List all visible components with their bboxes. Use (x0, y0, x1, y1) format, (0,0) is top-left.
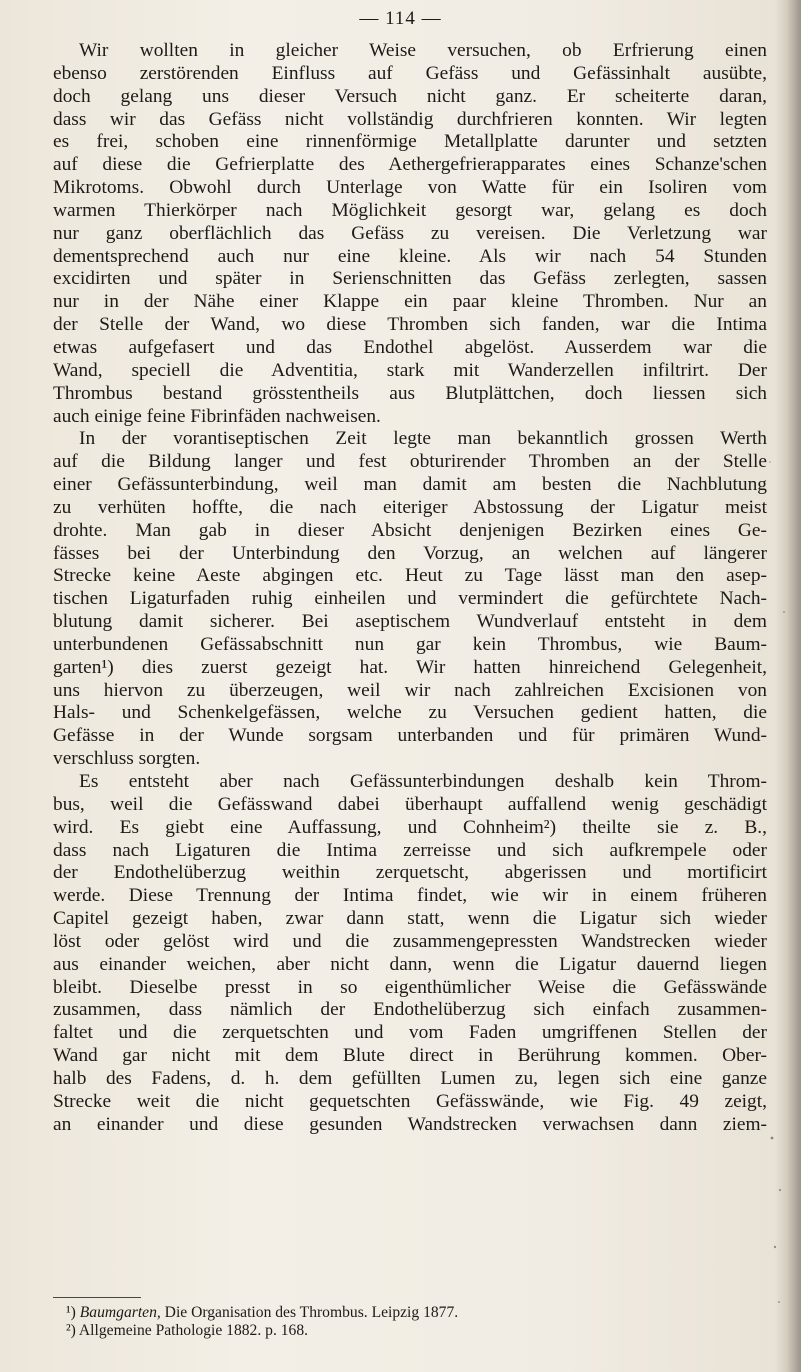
text-line: halb des Fadens, d. h. dem gefüllten Lumen zu, legen sich eine ganze (53, 1067, 767, 1089)
text-line: drohte. Man gab in dieser Absicht denjenigen Bezirken eines Ge- (53, 519, 767, 541)
text-line: aus einander weichen, aber nicht dann, wenn die Ligatur dauernd liegen (53, 953, 767, 975)
text-line: Es entsteht aber nach Gefässunterbindungen deshalb kein Throm- (79, 771, 767, 792)
text-line: unterbundenen Gefässabschnitt nun gar kein Thrombus, wie Baum- (53, 633, 767, 655)
text-line: nur in der Nähe einer Klappe ein paar kleine Thromben. Nur an (53, 291, 767, 313)
text-line: excidirten und später in Serienschnitten das Gefäss zerlegten, sassen (53, 268, 767, 290)
text-line: wird. Es giebt eine Auffassung, und Cohnheim²) theilte sie z. B., (53, 816, 767, 838)
text-line: etwas aufgefasert und das Endothel abgelöst. Ausserdem war die (53, 336, 767, 358)
text-line: Wir wollten in gleicher Weise versuchen, ob Erfrierung einen (79, 40, 767, 61)
text-line: uns hiervon zu überzeugen, weil wir nach zahlreichen Excisionen von (53, 679, 767, 701)
footnote-text: Die Organisation des Thrombus. Leipzig 1877. (160, 1304, 459, 1321)
text-line: Wand, speciell die Adventitia, stark mit Wanderzellen infiltrirt. Der (53, 359, 767, 381)
body-text (53, 40, 767, 1137)
footnote-text: Allgemeine Pathologie 1882. p. 168. (78, 1322, 309, 1339)
text-line: bus, weil die Gefässwand dabei überhaupt auffallend wenig geschädigt (53, 793, 767, 815)
text-line: blutung damit sicherer. Bei aseptischem Wundverlauf entsteht in dem (53, 611, 767, 633)
text-line: bleibt. Dieselbe presst in so eigenthümlicher Weise die Gefässwände (53, 976, 767, 998)
text-line: tischen Ligaturfaden ruhig einheilen und vermindert die gefürchtete Nach- (53, 588, 767, 610)
text-line: fässes bei der Unterbindung den Vorzug, an welchen auf längerer (53, 542, 767, 564)
text-line: verschluss sorgten. (53, 748, 201, 770)
page-number: — 114 — (359, 8, 442, 29)
text-line: Gefässe in der Wunde sorgsam unterbanden und für primären Wund- (53, 725, 767, 747)
text-line: In der vorantiseptischen Zeit legte man bekanntlich grossen Werth (79, 428, 767, 450)
text-line: werde. Diese Trennung der Intima findet, wie wir in einem früheren (53, 885, 767, 907)
footnote-author: Baumgarten, (79, 1304, 161, 1321)
footnote-marker: ¹) (66, 1304, 76, 1321)
footnote-separator (53, 1297, 141, 1298)
text-line: auf die Bildung langer und fest obturirender Thromben an der Stelle (53, 451, 767, 473)
text-line: löst oder gelöst wird und die zusammengepressten Wandstrecken wieder (53, 930, 767, 952)
text-line: Thrombus bestand grösstentheils aus Blutplättchen, doch liessen sich (53, 382, 767, 404)
text-line: dass nach Ligaturen die Intima zerreisse und sich aufkrempele oder (53, 839, 767, 861)
text-line: auch einige feine Fibrinfäden nachweisen. (53, 405, 381, 427)
text-line: Strecke keine Aeste abgingen etc. Heut zu Tage lässt man den asep- (53, 565, 767, 587)
footnotes (66, 1304, 746, 1340)
text-line: Capitel gezeigt haben, zwar dann statt, wenn die Ligatur sich wieder (53, 908, 767, 930)
text-line: dementsprechend auch nur eine kleine. Als wir nach 54 Stunden (53, 245, 767, 267)
text-line: zusammen, dass nämlich der Endothelüberzug sich einfach zusammen- (53, 999, 767, 1021)
text-line: Mikrotoms. Obwohl durch Unterlage von Watte für ein Isoliren vom (53, 177, 767, 199)
footnote-2 (66, 1322, 746, 1340)
text-line: Strecke weit die nicht gequetschten Gefässwände, wie Fig. 49 zeigt, (53, 1090, 767, 1112)
text-line: zu verhüten hoffte, die nach eiteriger Abstossung der Ligatur meist (53, 496, 767, 518)
text-line: ebenso zerstörenden Einfluss auf Gefäss und Gefässinhalt ausübte, (53, 62, 767, 84)
text-line: einer Gefässunterbindung, weil man damit am besten die Nachblutung (53, 474, 767, 496)
text-line: der Stelle der Wand, wo diese Thromben sich fanden, war die Intima (53, 314, 767, 336)
text-line: der Endothelüberzug weithin zerquetscht, abgerissen und mortificirt (53, 862, 767, 884)
page-edge-shadow (775, 0, 801, 1372)
text-line: nur ganz oberflächlich das Gefäss zu vereisen. Die Verletzung war (53, 222, 767, 244)
footnote-1 (66, 1304, 746, 1322)
text-line: auf diese die Gefrierplatte des Aethergefrierapparates eines Schanze'schen (53, 154, 767, 176)
footnote-marker: ²) (66, 1322, 76, 1339)
text-line: es frei, schoben eine rinnenförmige Metallplatte darunter und setzten (53, 131, 767, 153)
text-line: Wand gar nicht mit dem Blute direct in Berührung kommen. Ober- (53, 1045, 767, 1067)
text-line: an einander und diese gesunden Wandstrecken verwachsen dann ziem- (53, 1113, 767, 1135)
text-line: warmen Thierkörper nach Möglichkeit gesorgt war, gelang es doch (53, 199, 767, 221)
text-line: dass wir das Gefäss nicht vollständig durchfrieren konnten. Wir legten (53, 108, 767, 130)
text-line: garten¹) dies zuerst gezeigt hat. Wir hatten hinreichend Gelegenheit, (53, 656, 767, 678)
text-line: Hals- und Schenkelgefässen, welche zu Versuchen gedient hatten, die (53, 702, 767, 724)
text-line: doch gelang uns dieser Versuch nicht ganz. Er scheiterte daran, (53, 85, 767, 107)
text-line: faltet und die zerquetschten und vom Faden umgriffenen Stellen der (53, 1022, 767, 1044)
